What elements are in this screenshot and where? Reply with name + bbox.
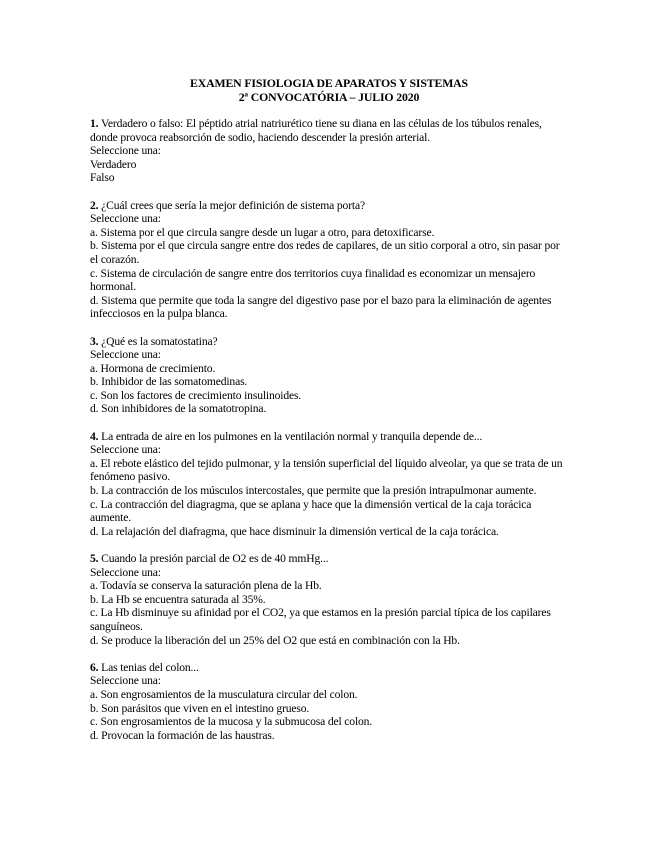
answer-option[interactable]: b. Sistema por el que circula sangre entre dos redes de capilares, de un sitio corporal a otro, sin pasar por el corazón. <box>90 239 560 266</box>
answer-option[interactable]: d. Son inhibidores de la somatotropina. <box>90 402 267 416</box>
select-prompt: Seleccione una: <box>90 212 161 226</box>
question-text <box>90 199 568 213</box>
question-stem: ¿Cuál crees que sería la mejor definición de sistema porta? <box>101 198 365 212</box>
answer-option[interactable]: a. Son engrosamientos de la musculatura circular del colon. <box>90 687 358 701</box>
answer-option[interactable]: d. La relajación del diafragma, que hace disminuir la dimensión vertical de la caja torácica. <box>90 524 499 538</box>
answer-option[interactable]: a. Sistema por el que circula sangre desde un lugar a otro, para detoxificarse. <box>90 225 435 239</box>
question-stem: Las tenias del colon... <box>101 660 199 674</box>
exam-title <box>90 76 568 104</box>
question-stem: ¿Qué es la somatostatina? <box>101 334 218 348</box>
question-text <box>90 117 568 144</box>
question-number: 2. <box>90 198 99 212</box>
question-text <box>90 335 568 349</box>
question <box>90 335 568 417</box>
question-number: 6. <box>90 660 99 674</box>
question-number: 5. <box>90 552 99 565</box>
answer-option[interactable]: d. Se produce la liberación del un 25% del O2 que está en combinación con la Hb. <box>90 633 460 647</box>
answer-option[interactable]: b. La Hb se encuentra saturada al 35%. <box>90 592 266 606</box>
question <box>90 552 568 647</box>
answer-option[interactable]: c. Sistema de circulación de sangre entre dos territorios cuya finalidad es economizar un mensajero hormonal. <box>90 266 536 294</box>
answer-option[interactable]: d. Sistema que permite que toda la sangre del digestivo pase por el bazo para la eliminación de agentes infecciosos en la pulpa blanca. <box>90 293 552 321</box>
answer-option[interactable]: b. Inhibidor de las somatomedinas. <box>90 375 248 389</box>
question-text <box>90 661 568 675</box>
question <box>90 117 568 185</box>
answer-option[interactable]: c. La Hb disminuye su afinidad por el CO2, ya que estamos en la presión parcial típica de los capilares sanguíneos. <box>90 606 551 633</box>
answer-option[interactable]: d. Provocan la formación de las haustras. <box>90 728 275 742</box>
answer-option[interactable]: c. Son engrosamientos de la mucosa y la submucosa del colon. <box>90 715 373 729</box>
question <box>90 199 568 321</box>
question-number: 4. <box>90 429 99 443</box>
select-prompt: Seleccione una: <box>90 144 161 158</box>
answer-option[interactable]: c. Son los factores de crecimiento insulinoides. <box>90 388 302 402</box>
question-number: 1. <box>90 117 99 130</box>
question-stem: Verdadero o falso: El péptido atrial natriurético tiene su diana en las células de los túbulos renales, donde provoca reabsorción de sodio, haciendo descender la presión arterial. <box>90 117 542 144</box>
answer-option[interactable]: b. La contracción de los músculos intercostales, que permite que la presión intrapulmonar aumente. <box>90 484 537 498</box>
question <box>90 430 568 539</box>
select-prompt: Seleccione una: <box>90 348 161 362</box>
select-prompt: Seleccione una: <box>90 565 161 579</box>
answer-option[interactable]: a. Todavía se conserva la saturación plena de la Hb. <box>90 579 322 593</box>
answer-option[interactable]: b. Son parásitos que viven en el intestino grueso. <box>90 701 310 715</box>
question-text <box>90 430 568 444</box>
title-line-1: EXAMEN FISIOLOGIA DE APARATOS Y SISTEMAS <box>190 76 468 90</box>
answer-option[interactable]: a. Hormona de crecimiento. <box>90 361 216 375</box>
question-number: 3. <box>90 334 99 348</box>
select-prompt: Seleccione una: <box>90 674 161 688</box>
select-prompt: Seleccione una: <box>90 443 161 457</box>
exam-page <box>90 76 568 756</box>
answer-option[interactable]: a. El rebote elástico del tejido pulmonar, y la tensión superficial del líquido alveolar, ya que se trata de un fenómeno pasivo. <box>90 456 563 484</box>
question-stem: La entrada de aire en los pulmones en la ventilación normal y tranquila depende de... <box>101 429 483 443</box>
title-line-2: 2ª CONVOCATÓRIA – JULIO 2020 <box>238 90 420 104</box>
answer-option[interactable]: Falso <box>90 171 115 185</box>
question-stem: Cuando la presión parcial de O2 es de 40 mmHg... <box>101 552 329 565</box>
question-list <box>90 117 568 742</box>
question-text <box>90 552 568 566</box>
answer-option[interactable]: c. La contracción del diagragma, que se aplana y hace que la dimensión vertical de la caja torácica aumente. <box>90 497 532 525</box>
question <box>90 661 568 743</box>
answer-option[interactable]: Verdadero <box>90 157 137 171</box>
